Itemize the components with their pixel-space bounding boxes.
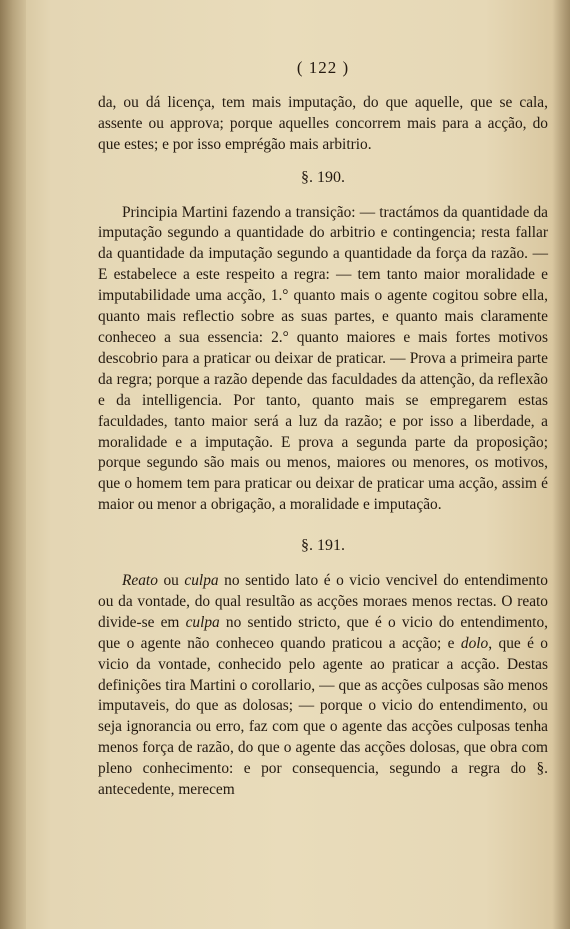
paragraph-191-text-3: no sentido stricto, que é o vicio do entendimento, que o agente não conheceo quando praticou a acção; e bbox=[98, 613, 548, 652]
section-heading-190: §. 190. bbox=[301, 168, 345, 186]
paragraph-continuation: da, ou dá licença, tem mais imputação, do que aquelle, que se cala, assente ou approva; porque aquelles concorrem mais para a acção, do que estes; e por isso emprégão mais arbitrio. bbox=[98, 93, 548, 153]
book-gutter bbox=[0, 0, 26, 929]
term-culpa: culpa bbox=[184, 572, 219, 590]
term-reato: Reato bbox=[122, 572, 158, 590]
term-culpa-stricto: culpa bbox=[185, 613, 220, 631]
paragraph-191-text-4: , que é o vicio da vontade, conhecido pelo agente ao praticar a acção. Destas definições tira Martini o corollario, — que as acções culposas são menos imputaveis, do que as dolosas; — porque o vicio do entendimento, ou seja ignorancia ou erro, faz com que o agente das acções culposas tenha menos força de razão, do que o agente das acções dolosas, que obra com pleno conhecimento: e por consequencia, segundo a regra do §. antecedente, merecem bbox=[98, 634, 548, 799]
paragraph-190: Principia Martini fazendo a transição: — tractámos da quantidade da imputação segundo a quantidade do arbitrio e contingencia; resta fallar da quantidade da imputação segundo a quantidade da força da razão. — E estabelece a este respeito a regra: — tem tanto maior moralidade e imputabilidade uma acção, 1.° quanto mais o agente cogitou sobre ella, quanto mais reflectio sobre as suas partes, e quanto mais claramente conheceo a sua essencia: 2.° quanto maiores e mais fortes motivos descobrio para a praticar ou deixar de praticar. — Prova a primeira parte da regra; porque a razão depende das faculdades da attenção, da reflexão e da intelligencia. Por tanto, quanto mais se empregarem estas faculdades, tanto maior será a luz da razão; e por isso a liberdade, a moralidade e a imputação. E prova a segunda parte da proposição; porque segundo são mais ou menos, maiores ou menores, os motivos, que o homem tem para praticar ou deixar de praticar uma acção, assim é maior ou menor a obrigação, a moralidade e imputação. bbox=[98, 203, 548, 514]
paragraph-191-text-2: no sentido lato é o vicio vencivel do entendimento ou da vontade, do qual resultão as acções moraes menos rectas. O reato divide-se em bbox=[98, 572, 548, 631]
term-dolo: dolo bbox=[460, 634, 489, 652]
paragraph-191-text-1: ou bbox=[157, 572, 185, 590]
section-heading-191: §. 191. bbox=[301, 537, 345, 555]
text-block bbox=[98, 58, 548, 801]
page-edge-shadow bbox=[552, 0, 570, 929]
paragraph-191 bbox=[98, 571, 548, 801]
page-number: ( 122 ) bbox=[296, 58, 350, 77]
